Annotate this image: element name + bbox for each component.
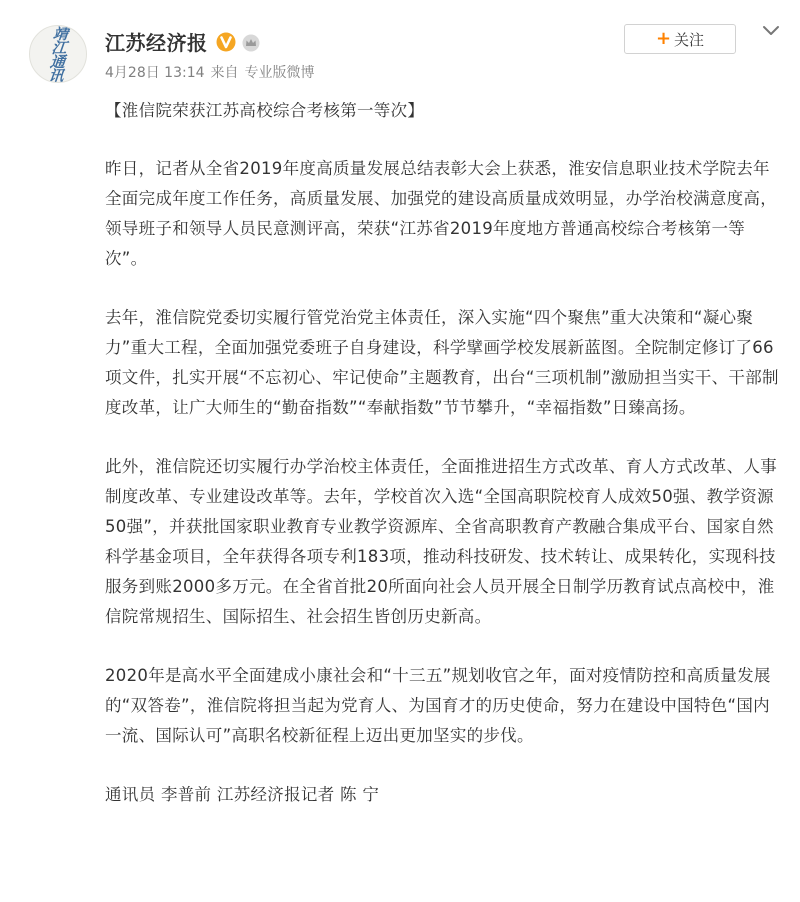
follow-button[interactable] <box>624 24 736 54</box>
follow-label: 关注 <box>674 30 705 49</box>
post-paragraph: 昨日，记者从全省2019年度高质量发展总结表彰大会上获悉，淮安信息职业技术学院去年全面完成年度工作任务，高质量发展、加强党的建设高质量成效明显，办学治校满意度高，领导班子和领导人员民意测评高，荣获“江苏省2019年度地方普通高校综合考核第一等次”。 <box>105 159 777 268</box>
author-header <box>105 27 260 56</box>
crown-member-icon[interactable] <box>242 33 260 51</box>
verified-icon[interactable] <box>216 32 236 52</box>
post-paragraph: 去年，淮信院党委切实履行管党治党主体责任，深入实施“四个聚焦”重大决策和“凝心聚力”重大工程，全面加强党委班子自身建设，科学擘画学校发展新蓝图。全院制定修订了66项文件，扎实开展“不忘初心、牢记使命”主题教育，出台“三项机制”激励担当实干、干部制度改革，让广大师生的“勤奋指数”“奉献指数”节节攀升，“幸福指数”日臻高扬。 <box>105 308 779 417</box>
post-source[interactable]: 专业版微博 <box>244 65 315 81</box>
post-title: 【淮信院荣获江苏高校综合考核第一等次】 <box>105 101 425 120</box>
post-byline: 通讯员 李普前 江苏经济报记者 陈 宁 <box>105 785 380 804</box>
post-paragraph: 此外，淮信院还切实履行办学治校主体责任，全面推进招生方式改革、育人方式改革、人事制度改革、专业建设改革等。去年，学校首次入选“全国高职院校育人成效50强、教学资源50强”，并获批国家职业教育专业教学资源库、全省高职教育产教融合集成平台、国家自然科学基金项目，全年获得各项专利183项，推动科技研发、技术转让、成果转化，实现科技服务到账2000多万元。在全省首批20所面向社会人员开展全日制学历教育试点高校中，淮信院常规招生、国际招生、社会招生皆创历史新高。 <box>105 457 777 626</box>
author-name[interactable]: 江苏经济报 <box>105 31 208 55</box>
avatar[interactable] <box>29 25 87 83</box>
post-content <box>105 96 785 839</box>
source-prefix: 来自 <box>210 65 239 81</box>
post-meta <box>105 62 315 82</box>
post-paragraph: 2020年是高水平全面建成小康社会和“十三五”规划收官之年，面对疫情防控和高质量发展的“双答卷”，淮信院将担当起为党育人、为国育才的历史使命，努力在建设中国特色“国内一流、国际认可”高职名校新征程上迈出更加坚实的步伐。 <box>105 666 771 745</box>
post-time[interactable]: 4月28日 13:14 <box>105 65 205 81</box>
avatar-logo-text: 靖江通讯 <box>46 26 70 82</box>
chevron-down-icon[interactable] <box>760 22 782 40</box>
plus-icon: + <box>655 28 672 49</box>
